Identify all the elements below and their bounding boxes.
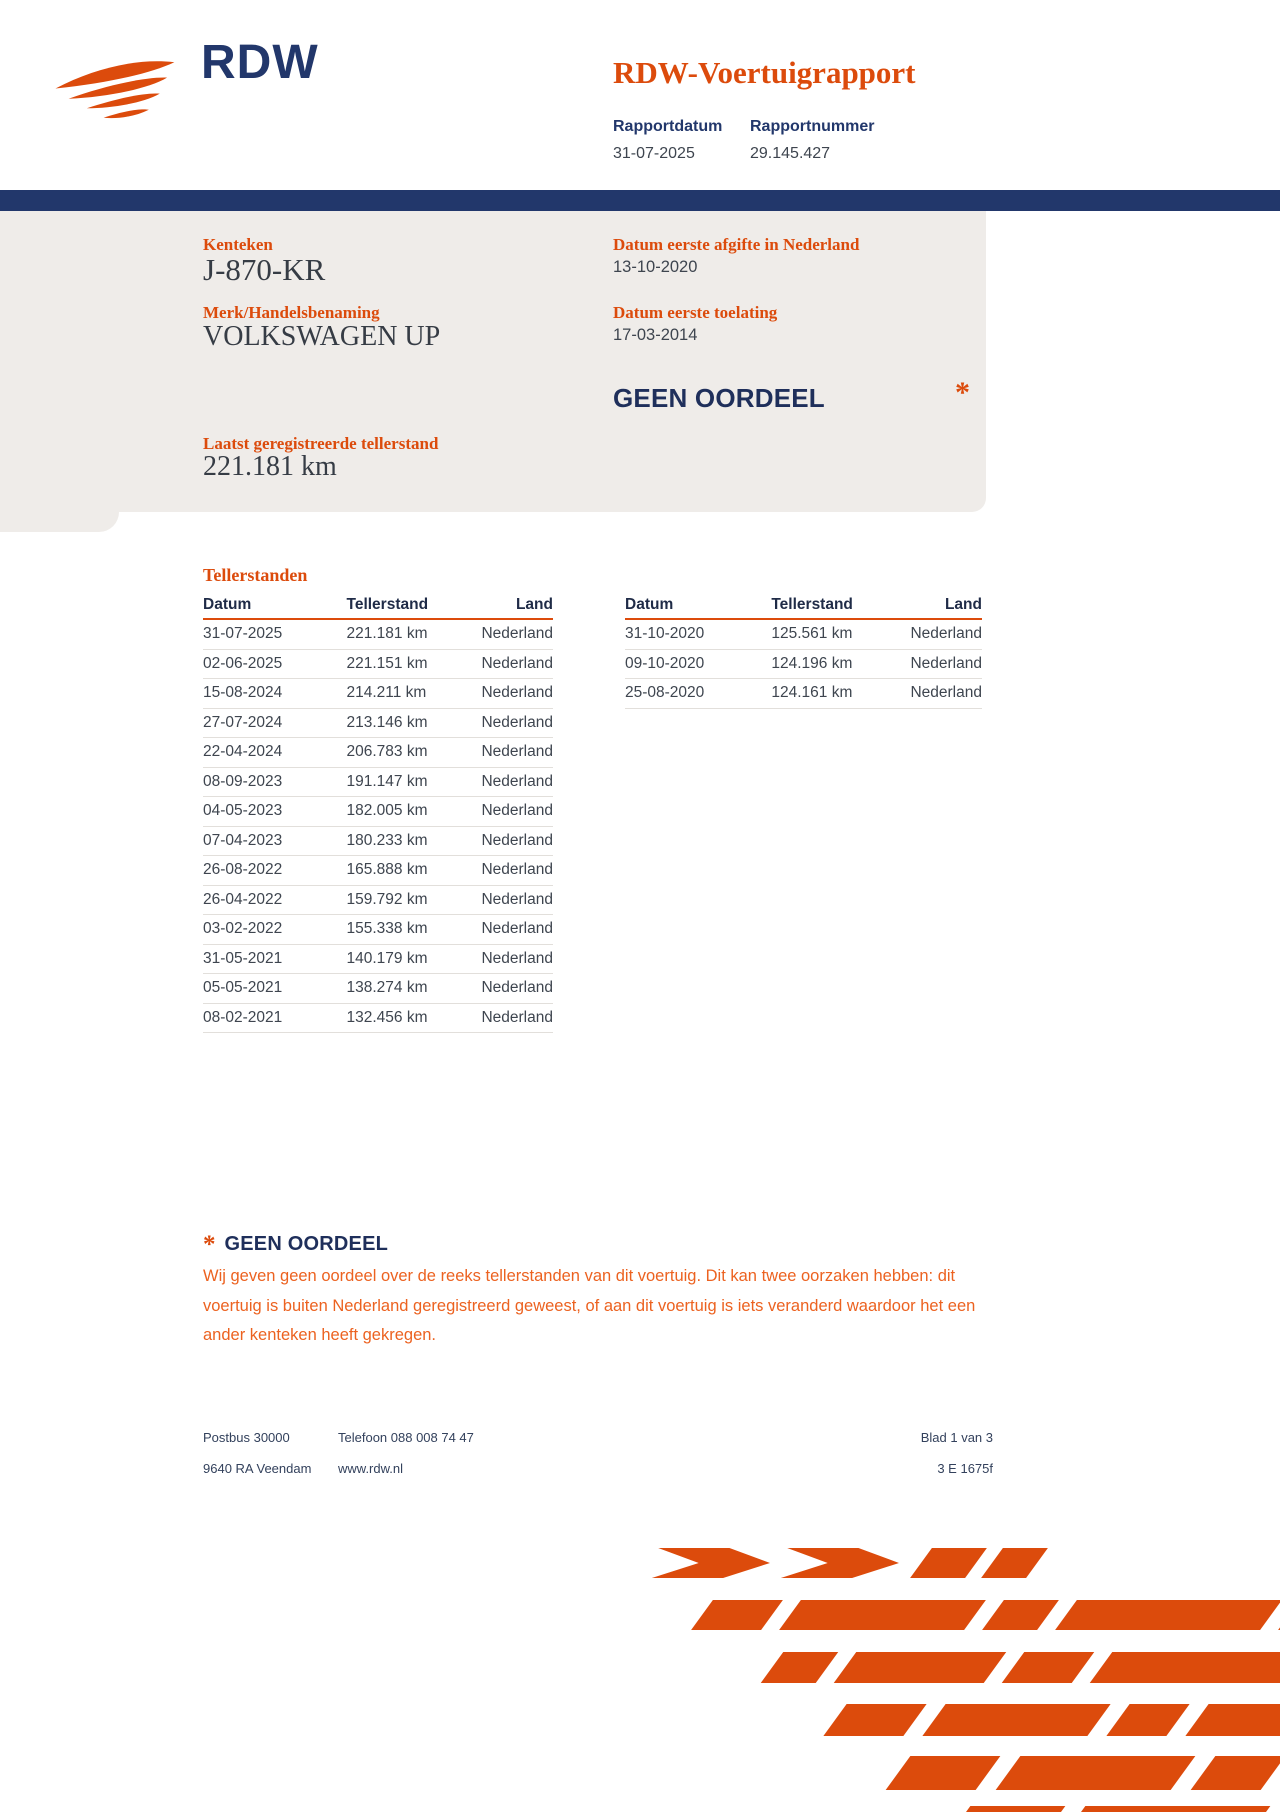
cell-datum: 27-07-2024: [203, 713, 283, 731]
cell-tellerstand: 165.888 km: [346, 861, 428, 879]
kenteken-label: Kenteken: [203, 235, 273, 254]
table-row: [203, 679, 553, 709]
cell-land: Nederland: [481, 949, 553, 967]
cell-datum: 15-08-2024: [203, 684, 283, 702]
track-row: [655, 1548, 1037, 1578]
cell-datum: 22-04-2024: [203, 743, 283, 761]
column-header-land: Land: [515, 595, 553, 613]
footnote-body: Wij geven geen oordeel over de reeks tellerstanden van dit voertuig. Dit kan twee oorzaken hebben: dit voertuig is buiten Nederland geregistreerd geweest, of aan dit voertuig is iets veranderd waardoor het een ander kenteken heeft gekregen.: [203, 1267, 976, 1344]
cell-tellerstand: 213.146 km: [346, 713, 428, 731]
table-row: [203, 974, 553, 1004]
cell-tellerstand: 221.151 km: [346, 654, 428, 672]
report-date-value: 31-07-2025: [613, 145, 695, 162]
table-row: [203, 709, 553, 739]
cell-datum: 31-10-2020: [625, 625, 705, 643]
tellerstanden-section-title: Tellerstanden: [203, 565, 308, 585]
table-row: [625, 650, 982, 680]
cell-land: Nederland: [481, 802, 553, 820]
cell-land: Nederland: [481, 743, 553, 761]
cell-tellerstand: 221.181 km: [346, 625, 428, 643]
cell-datum: 26-08-2022: [203, 861, 283, 879]
column-header-tellerstand: Tellerstand: [771, 595, 853, 613]
report-meta: [613, 118, 874, 163]
cell-datum: 07-04-2023: [203, 831, 283, 849]
cell-datum: 31-05-2021: [203, 949, 283, 967]
cell-tellerstand: 124.161 km: [771, 684, 853, 702]
table-body-right: [625, 620, 982, 709]
cell-land: Nederland: [481, 890, 553, 908]
cell-datum: 02-06-2025: [203, 654, 283, 672]
table-row: [203, 1004, 553, 1034]
cell-land: Nederland: [910, 654, 982, 672]
footer-plaats: 9640 RA Veendam: [203, 1461, 312, 1476]
afgifte-value: 13-10-2020: [613, 258, 698, 276]
footnote-heading: GEEN OORDEEL: [224, 1233, 389, 1255]
table-row: [203, 620, 553, 650]
cell-datum: 08-09-2023: [203, 772, 283, 790]
cell-tellerstand: 138.274 km: [346, 979, 428, 997]
table-row: [203, 856, 553, 886]
table-row: [625, 679, 982, 709]
panel-corner-decoration: [0, 512, 119, 532]
report-date-block: [613, 118, 728, 163]
track-row: [898, 1756, 1280, 1790]
table-row: [203, 650, 553, 680]
table-body-left: [203, 620, 553, 1033]
cell-tellerstand: 180.233 km: [346, 831, 428, 849]
cell-land: Nederland: [481, 861, 553, 879]
table-row: [203, 886, 553, 916]
tellerstand-value: 221.181 km: [203, 451, 337, 482]
cell-land: Nederland: [481, 654, 553, 672]
footer-form-code: 3 E 1675f: [937, 1461, 993, 1476]
cell-tellerstand: 214.211 km: [346, 684, 427, 702]
report-date-label: Rapportdatum: [613, 118, 723, 135]
cell-tellerstand: 124.196 km: [771, 654, 853, 672]
table-row: [203, 827, 553, 857]
toelating-label: Datum eerste toelating: [613, 303, 778, 322]
cell-datum: 25-08-2020: [625, 684, 705, 702]
track-row: [702, 1600, 1280, 1630]
cell-tellerstand: 159.792 km: [346, 890, 428, 908]
cell-land: Nederland: [481, 684, 553, 702]
cell-datum: 04-05-2023: [203, 802, 283, 820]
footer-page-number: Blad 1 van 3: [920, 1430, 993, 1445]
cell-datum: 03-02-2022: [203, 920, 283, 938]
cell-datum: 08-02-2021: [203, 1008, 283, 1026]
track-row: [958, 1806, 1280, 1812]
report-number-value: 29.145.427: [750, 145, 831, 162]
footer-telefoon: Telefoon 088 008 74 47: [338, 1430, 474, 1445]
cell-land: Nederland: [481, 979, 553, 997]
header-divider-bar: [0, 190, 1280, 211]
table-header-row: [203, 591, 553, 620]
cell-tellerstand: 182.005 km: [346, 802, 428, 820]
footer-website: www.rdw.nl: [338, 1461, 404, 1476]
cell-datum: 26-04-2022: [203, 890, 283, 908]
table-row: [203, 945, 553, 975]
tellerstanden-table-left: [203, 591, 553, 1033]
tellerstand-label: Laatst geregistreerde tellerstand: [203, 434, 439, 453]
cell-land: Nederland: [481, 1008, 553, 1026]
merk-value: VOLKSWAGEN UP: [203, 321, 441, 352]
cell-land: Nederland: [481, 713, 553, 731]
column-header-tellerstand: Tellerstand: [346, 595, 429, 613]
oordeel-asterisk: *: [955, 376, 970, 409]
track-row: [835, 1704, 1280, 1736]
footnote-title: [203, 1233, 388, 1256]
table-row: [203, 915, 553, 945]
table-row: [203, 738, 553, 768]
tellerstanden-table-right: [625, 591, 982, 709]
cell-land: Nederland: [481, 625, 553, 643]
footer-postbus: Postbus 30000: [203, 1430, 290, 1445]
table-header-row: [625, 591, 982, 620]
cell-datum: 05-05-2021: [203, 979, 283, 997]
cell-land: Nederland: [910, 625, 982, 643]
rdw-wing-icon: [54, 52, 178, 128]
cell-tellerstand: 206.783 km: [346, 743, 428, 761]
track-row: [772, 1652, 1280, 1683]
report-number-block: [750, 118, 874, 163]
cell-datum: 09-10-2020: [625, 654, 705, 672]
footnote-asterisk: *: [203, 1231, 216, 1258]
rdw-logo-text: RDW: [201, 36, 319, 89]
cell-datum: 31-07-2025: [203, 625, 283, 643]
column-header-datum: Datum: [203, 595, 252, 613]
cell-tellerstand: 125.561 km: [771, 625, 853, 643]
cell-land: Nederland: [910, 684, 982, 702]
table-row: [203, 797, 553, 827]
oordeel-row: [613, 376, 970, 414]
merk-label: Merk/Handelsbenaming: [203, 303, 380, 322]
cell-tellerstand: 155.338 km: [346, 920, 428, 938]
column-header-datum: Datum: [625, 595, 674, 613]
vehicle-summary-panel: [0, 211, 986, 512]
cell-land: Nederland: [481, 831, 553, 849]
table-row: [203, 768, 553, 798]
cell-tellerstand: 140.179 km: [346, 949, 428, 967]
kenteken-value: J-870-KR: [203, 252, 326, 287]
cell-tellerstand: 132.456 km: [346, 1008, 428, 1026]
cell-tellerstand: 191.147 km: [346, 772, 428, 790]
toelating-value: 17-03-2014: [613, 326, 698, 344]
report-title: RDW-Voertuigrapport: [613, 55, 916, 90]
oordeel-value: GEEN OORDEEL: [613, 383, 825, 413]
cell-land: Nederland: [481, 772, 553, 790]
table-row: [625, 620, 982, 650]
afgifte-label: Datum eerste afgifte in Nederland: [613, 235, 860, 254]
column-header-land: Land: [944, 595, 982, 613]
report-number-label: Rapportnummer: [750, 118, 875, 135]
cell-land: Nederland: [481, 920, 553, 938]
